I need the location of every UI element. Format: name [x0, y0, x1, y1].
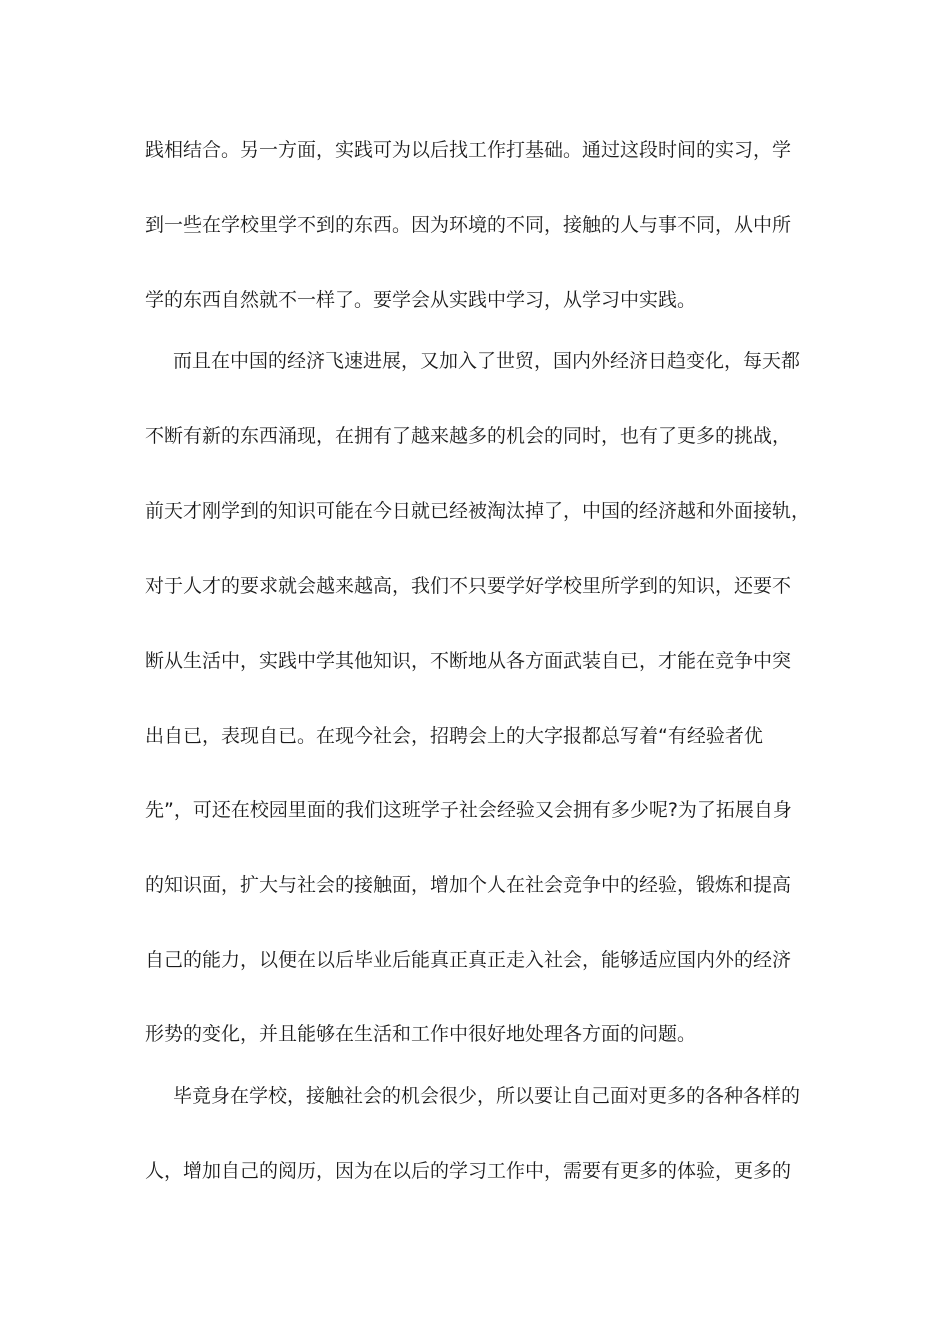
text-line: 到一些在学校里学不到的东西。因为环境的不同，接触的人与事不同，从中所: [145, 214, 792, 236]
text-line: 形势的变化，并且能够在生活和工作中很好地处理各方面的问题。: [145, 1023, 697, 1045]
text-line: 对于人才的要求就会越来越高，我们不只要学好学校里所学到的知识，还要不: [145, 575, 792, 597]
text-line: 践相结合。另一方面，实践可为以后找工作打基础。通过这段时间的实习，学: [145, 139, 792, 161]
text-line: 学的东西自然就不一样了。要学会从实践中学习，从学习中实践。: [145, 289, 697, 311]
text-line: 出自已，表现自已。在现今社会，招聘会上的大字报都总写着“有经验者优: [145, 725, 763, 747]
text-line: 先”，可还在校园里面的我们这班学子社会经验又会拥有多少呢?为了拓展自身: [145, 799, 792, 821]
text-line: 不断有新的东西涌现，在拥有了越来越多的机会的同时，也有了更多的挑战，: [145, 425, 792, 447]
text-line: 断从生活中，实践中学其他知识，不断地从各方面武装自已，才能在竞争中突: [145, 650, 792, 672]
text-line: 自己的能力，以便在以后毕业后能真正真正走入社会，能够适应国内外的经济: [145, 949, 792, 971]
text-line: 人，增加自己的阅历，因为在以后的学习工作中，需要有更多的体验，更多的: [145, 1160, 792, 1182]
paragraph-first-line: 而且在中国的经济飞速进展，又加入了世贸，国内外经济日趋变化，每天都: [173, 350, 801, 372]
paragraph-first-line: 毕竟身在学校，接触社会的机会很少，所以要让自己面对更多的各种各样的: [173, 1085, 801, 1107]
text-line: 前天才刚学到的知识可能在今日就已经被淘汰掉了，中国的经济越和外面接轨，: [145, 500, 811, 522]
text-line: 的知识面，扩大与社会的接触面，增加个人在社会竞争中的经验，锻炼和提高: [145, 874, 792, 896]
